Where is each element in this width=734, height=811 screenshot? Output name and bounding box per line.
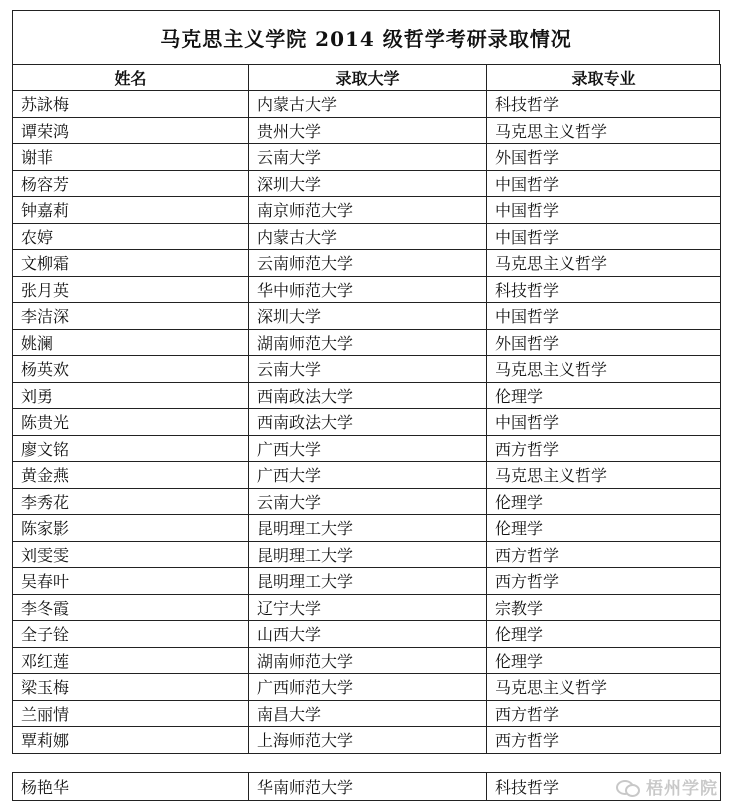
cell-university: 贵州大学 [249, 117, 487, 144]
table-row [13, 700, 721, 727]
table-row [13, 303, 721, 330]
cell-major: 科技哲学 [487, 276, 721, 303]
cell-university: 辽宁大学 [249, 594, 487, 621]
cell-name: 黄金燕 [13, 462, 249, 489]
table-row [13, 594, 721, 621]
cell-major: 马克思主义哲学 [487, 462, 721, 489]
cell-university: 广西大学 [249, 435, 487, 462]
table-row [13, 435, 721, 462]
cell-major: 科技哲学 [487, 91, 721, 118]
cell-university: 昆明理工大学 [249, 515, 487, 542]
table-row [13, 647, 721, 674]
cell-university: 云南师范大学 [249, 250, 487, 277]
cell-name: 苏詠梅 [13, 91, 249, 118]
cell-university: 南昌大学 [249, 700, 487, 727]
cell-university: 华中师范大学 [249, 276, 487, 303]
table-title: 马克思主义学院 2014 级哲学考研录取情况 [12, 10, 720, 65]
cell-name: 陈贵光 [13, 409, 249, 436]
cell-name: 杨容芳 [13, 170, 249, 197]
cell-name: 张月英 [13, 276, 249, 303]
cell-university: 湖南师范大学 [249, 329, 487, 356]
cell-major: 伦理学 [487, 488, 721, 515]
cell-name: 姚澜 [13, 329, 249, 356]
table-row [13, 621, 721, 648]
cell-name: 农婷 [13, 223, 249, 250]
table-row [13, 568, 721, 595]
cell-university: 广西大学 [249, 462, 487, 489]
table-row [13, 488, 721, 515]
cell-major: 中国哲学 [487, 223, 721, 250]
cell-major: 西方哲学 [487, 727, 721, 754]
cell-name: 谢菲 [13, 144, 249, 171]
cell-major: 马克思主义哲学 [487, 356, 721, 383]
cell-name: 陈家影 [13, 515, 249, 542]
cell-major: 马克思主义哲学 [487, 117, 721, 144]
cell-major: 西方哲学 [487, 435, 721, 462]
table-row [13, 250, 721, 277]
cell-major: 中国哲学 [487, 409, 721, 436]
cell-major: 马克思主义哲学 [487, 250, 721, 277]
table-row [13, 541, 721, 568]
cell-major: 西方哲学 [487, 700, 721, 727]
cell-major: 马克思主义哲学 [487, 674, 721, 701]
table-row [13, 223, 721, 250]
cell-name: 谭荣鸿 [13, 117, 249, 144]
cell-major: 伦理学 [487, 621, 721, 648]
table-row [13, 144, 721, 171]
cell-name: 全子铨 [13, 621, 249, 648]
cell-name: 文柳霜 [13, 250, 249, 277]
wechat-icon [616, 778, 640, 796]
header-university: 录取大学 [249, 65, 487, 91]
cell-university: 西南政法大学 [249, 409, 487, 436]
cell-major: 伦理学 [487, 647, 721, 674]
cell-major: 科技哲学 [487, 773, 721, 801]
cell-major: 宗教学 [487, 594, 721, 621]
cell-major: 外国哲学 [487, 144, 721, 171]
cell-name: 梁玉梅 [13, 674, 249, 701]
table-row [13, 773, 721, 801]
table-row [13, 727, 721, 754]
cell-name: 李秀花 [13, 488, 249, 515]
header-major: 录取专业 [487, 65, 721, 91]
table-row [13, 356, 721, 383]
extra-table [12, 772, 721, 801]
cell-name: 吴春叶 [13, 568, 249, 595]
cell-major: 西方哲学 [487, 568, 721, 595]
cell-major: 伦理学 [487, 382, 721, 409]
table-row [13, 462, 721, 489]
cell-major: 外国哲学 [487, 329, 721, 356]
cell-university: 上海师范大学 [249, 727, 487, 754]
cell-university: 昆明理工大学 [249, 568, 487, 595]
watermark [616, 774, 718, 799]
cell-university: 深圳大学 [249, 303, 487, 330]
cell-name: 杨英欢 [13, 356, 249, 383]
table-row [13, 329, 721, 356]
cell-major: 中国哲学 [487, 303, 721, 330]
table-row [13, 382, 721, 409]
header-name: 姓名 [13, 65, 249, 91]
cell-university: 昆明理工大学 [249, 541, 487, 568]
table-row [13, 170, 721, 197]
cell-name: 覃莉娜 [13, 727, 249, 754]
table-row [13, 117, 721, 144]
cell-major: 伦理学 [487, 515, 721, 542]
cell-name: 刘勇 [13, 382, 249, 409]
cell-name: 李冬霞 [13, 594, 249, 621]
table-row [13, 91, 721, 118]
cell-name: 廖文铭 [13, 435, 249, 462]
cell-name: 刘雯雯 [13, 541, 249, 568]
cell-university: 云南大学 [249, 488, 487, 515]
header-row [13, 65, 721, 91]
admission-table [12, 64, 721, 754]
cell-university: 云南大学 [249, 356, 487, 383]
cell-university: 南京师范大学 [249, 197, 487, 224]
cell-name: 杨艳华 [13, 773, 249, 801]
cell-university: 内蒙古大学 [249, 91, 487, 118]
table-row [13, 674, 721, 701]
cell-university: 山西大学 [249, 621, 487, 648]
cell-university: 深圳大学 [249, 170, 487, 197]
watermark-text: 梧州学院 [646, 779, 718, 799]
table-row [13, 515, 721, 542]
cell-name: 李洁深 [13, 303, 249, 330]
cell-major: 中国哲学 [487, 170, 721, 197]
cell-university: 内蒙古大学 [249, 223, 487, 250]
cell-major: 西方哲学 [487, 541, 721, 568]
cell-university: 湖南师范大学 [249, 647, 487, 674]
table-row [13, 197, 721, 224]
cell-university: 广西师范大学 [249, 674, 487, 701]
cell-university: 华南师范大学 [249, 773, 487, 801]
cell-university: 西南政法大学 [249, 382, 487, 409]
cell-name: 邓红莲 [13, 647, 249, 674]
table-row [13, 276, 721, 303]
cell-university: 云南大学 [249, 144, 487, 171]
cell-name: 钟嘉莉 [13, 197, 249, 224]
cell-major: 中国哲学 [487, 197, 721, 224]
cell-name: 兰丽情 [13, 700, 249, 727]
table-row [13, 409, 721, 436]
